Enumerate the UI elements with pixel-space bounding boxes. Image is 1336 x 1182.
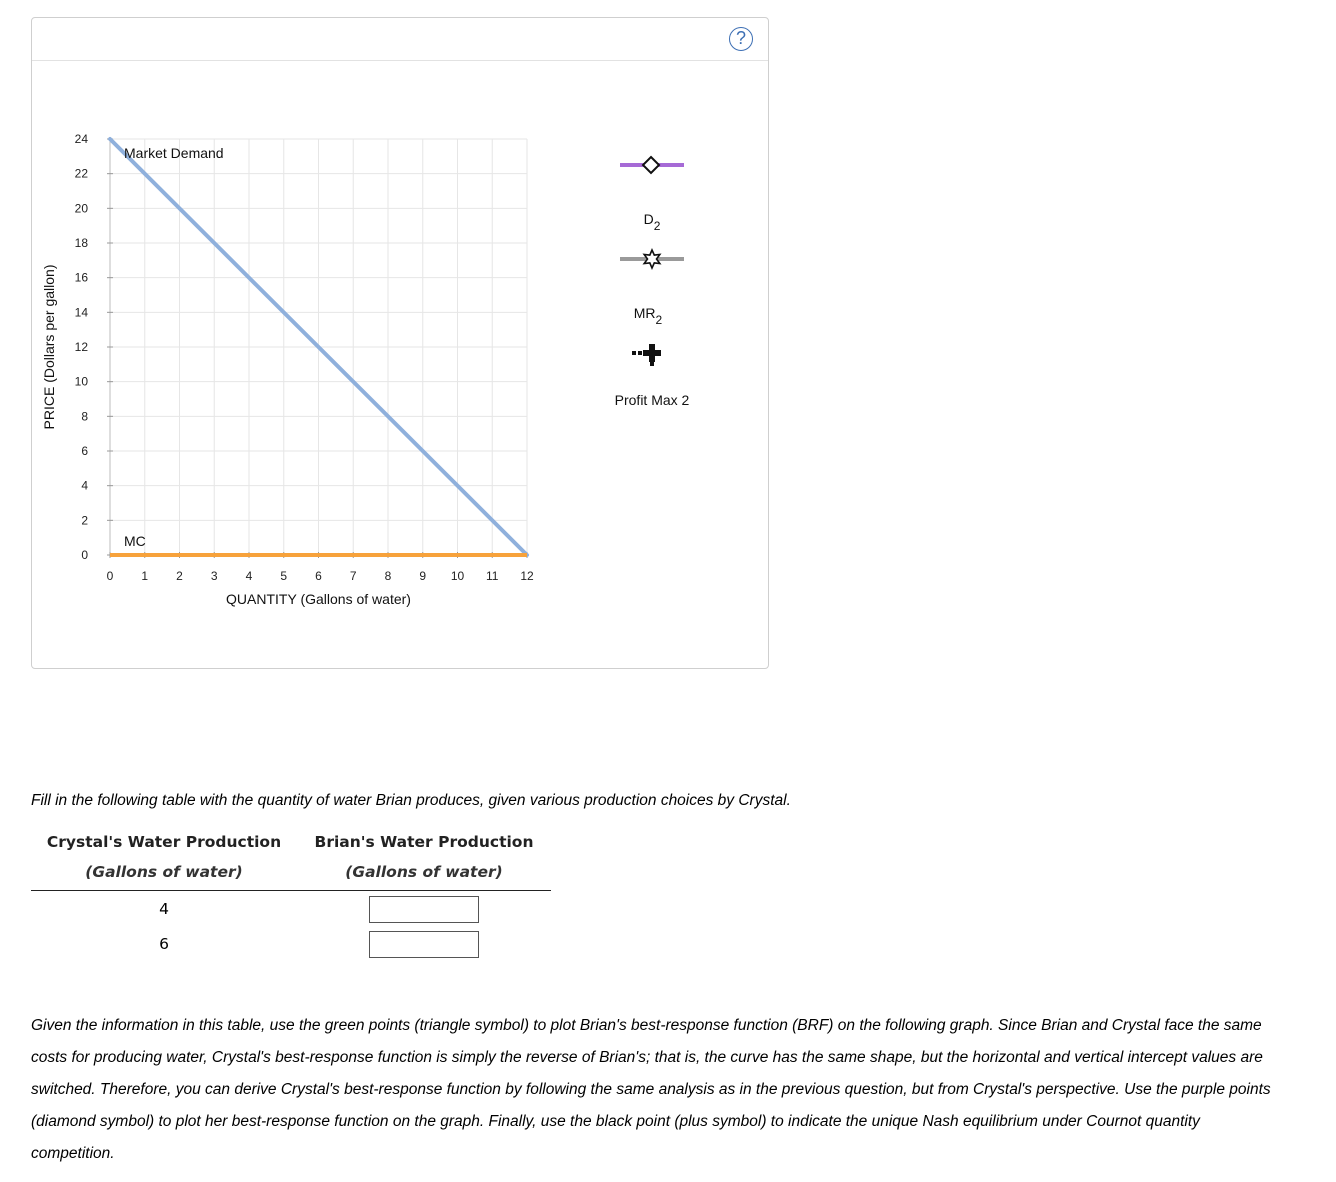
y-tick-label: 22 [74,166,88,181]
crystal-value-row-2: 6 [159,935,169,953]
crystal-value-row-1: 4 [159,900,169,918]
plus-dot-bottom [650,362,654,366]
help-icon[interactable]: ? [729,27,753,51]
y-tick-label: 16 [74,270,88,285]
x-tick-label: 3 [210,569,218,583]
x-tick-label: 5 [280,569,288,583]
market-demand-label: Market Demand [124,145,224,161]
x-tick-label: 1 [141,569,149,583]
brian-column-unit: (Gallons of water) [345,863,503,881]
plus-icon [643,344,661,362]
mc-label: MC [124,533,146,549]
x-tick-label: 4 [245,569,253,583]
x-tick-label: 9 [419,569,427,583]
brian-input-row-1[interactable] [369,896,479,923]
brf-instructions-paragraph: Given the information in this table, use the green points (triangle symbol) to plot Brian's best-response function (BRF) on the following graph. Since Brian and Crystal face the same costs for producing water, Crystal's best-response function is simply the reverse of Brian's; that is, the curve has the same shape, but the horizontal and vertical intercept values are switched. Therefore, you can derive Crystal's best-response function by following the same analysis as in the previous question, but from Crystal's perspective. Use the purple points (diamond symbol) to plot her best-response function on the graph. Finally, use the black point (plus symbol) to indicate the unique Nash equilibrium under Cournot quantity competition. [31,1017,1271,1162]
x-tick-label: 0 [106,569,114,583]
y-tick-label: 14 [74,305,88,320]
y-tick-label: 6 [81,444,88,458]
y-axis-title: PRICE (Dollars per gallon) [41,264,57,430]
y-tick-label: 18 [74,236,88,250]
x-tick-label: 11 [486,569,499,583]
x-tick-label: 7 [349,569,357,583]
table-instructions: Fill in the following table with the quantity of water Brian produces, given various production choices by Crystal. [31,792,791,809]
y-tick-label: 10 [74,374,88,389]
mr2-legend-label: MR2 [633,305,663,327]
brian-column-header: Brian's Water Production [314,833,534,851]
profit-max-legend-label: Profit Max 2 [614,392,690,408]
diamond-icon [643,157,659,173]
table-header-rule [31,890,551,891]
x-tick-label: 12 [520,569,534,583]
y-tick-label: 2 [81,513,88,528]
plus-dot-mid [638,351,642,355]
y-tick-label: 24 [74,132,88,146]
y-tick-label: 0 [81,548,88,562]
x-tick-label: 6 [315,569,322,583]
y-tick-label: 8 [81,409,88,424]
crystal-column-header: Crystal's Water Production [46,833,282,851]
star-icon [644,250,660,268]
y-tick-label: 20 [74,201,88,216]
x-axis-title: QUANTITY (Gallons of water) [226,591,411,607]
y-tick-label: 4 [81,478,88,493]
crystal-column-unit: (Gallons of water) [85,863,243,881]
y-tick-label: 12 [74,340,88,354]
x-tick-label: 2 [176,569,183,583]
d2-legend-label: D2 [643,211,661,233]
x-tick-label: 10 [450,569,465,583]
plus-dot-left [632,351,636,355]
brian-input-row-2[interactable] [369,931,479,958]
x-tick-label: 8 [384,569,392,583]
